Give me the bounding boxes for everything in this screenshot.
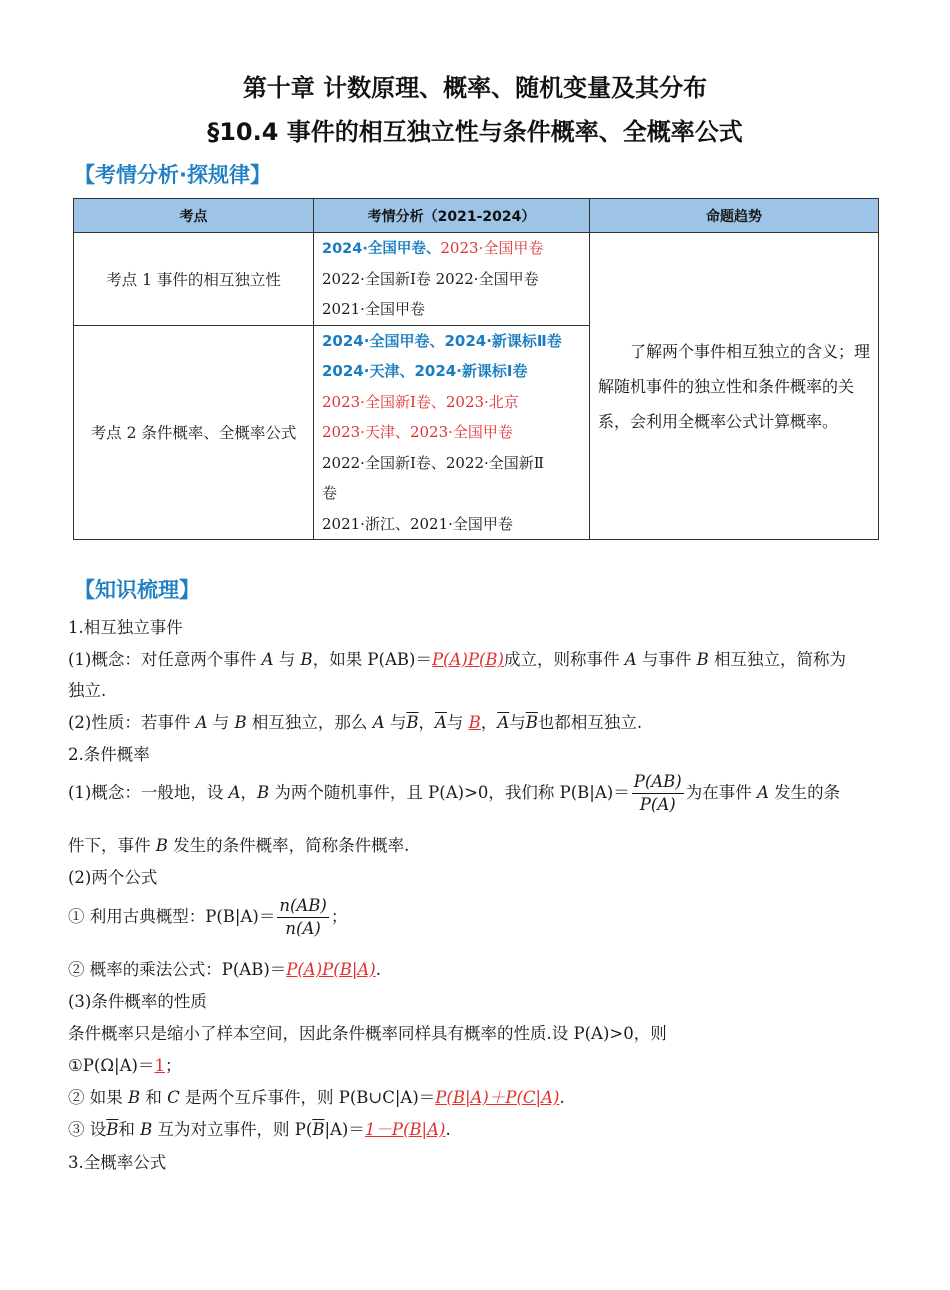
s2-title: 2.条件概率 <box>68 745 150 764</box>
exam-line: 2024·天津、2024·新课标Ⅰ卷 <box>322 362 528 380</box>
exam-line: 2023·天津、2023·全国甲卷 <box>322 423 513 441</box>
exam-line: 2021·全国甲卷 <box>322 300 425 318</box>
s2-formula-2: ② 概率的乘法公式：P(AB)＝P(A)P(B|A). <box>68 960 381 979</box>
s3-props-title: (3)条件概率的性质 <box>68 992 207 1011</box>
answer-blank: B <box>468 713 481 732</box>
trend-text: 了解两个事件相互独立的含义；理解随机事件的独立性和条件概率的关系，会利用全概率公式计算概率。 <box>598 341 871 431</box>
table-row-analysis-1 <box>314 233 590 326</box>
table-row-analysis-2 <box>314 325 590 540</box>
fraction-nab-over-na: $\frac{n(AB)}{n(A)}$ <box>279 896 327 938</box>
exam-analysis-table <box>73 198 879 540</box>
table-row-point-1: 考点 1 事件的相互独立性 <box>74 233 314 326</box>
chapter-title: 第十章 计数原理、概率、随机变量及其分布 <box>242 74 708 102</box>
table-header-trend: 命题趋势 <box>590 199 879 233</box>
analysis-heading: 【考情分析·探规律】 <box>74 163 271 187</box>
answer-blank: 1 <box>154 1056 165 1075</box>
s3-prop-2: ② 如果 B 和 C 是两个互斥事件，则 P(B∪C|A)＝P(B|A)＋P(C|A). <box>68 1088 565 1107</box>
answer-blank: P(B|A)＋P(C|A) <box>435 1088 560 1107</box>
exam-line: 2021·浙江、2021·全国甲卷 <box>322 514 513 533</box>
table-header-analysis: 考情分析（2021-2024） <box>314 199 590 233</box>
s3-prop-3: ③ 设$\overline{B}$和 B 互为对立事件，则 $P(\overline{B}|A)=1-P(B|A)$. <box>68 1120 451 1139</box>
exam-line: 2022·全国新Ⅰ卷、2022·全国新Ⅱ <box>322 453 545 472</box>
s1-concept-line1: (1)概念：对任意两个事件 A 与 B，如果 P(AB)＝P(A)P(B)成立，则称事件 A 与事件 B 相互独立，简称为 <box>68 650 847 669</box>
exam-line: 2024·全国甲卷、2023·全国甲卷 <box>322 239 544 257</box>
fraction-pab-over-pa: $\frac{P(AB)}{P(A)}$ <box>633 772 682 814</box>
s3-intro: 条件概率只是缩小了样本空间，因此条件概率同样具有概率的性质.设 P(A)>0，则 <box>68 1024 667 1043</box>
exam-line: 卷 <box>322 484 338 502</box>
s2-concept-line1: (1)概念：一般地，设 A，B 为两个随机事件，且 P(A)>0，我们称 P(B|A)＝ $\frac{P(AB)}{P(A)}$ 为在事件 A 发生的条 <box>68 772 841 814</box>
s2-formula-1: ① 利用古典概型：P(B|A)＝ $\frac{n(AB)}{n(A)}$ ； <box>68 896 348 938</box>
s2-concept-line2: 件下，事件 B 发生的条件概率，简称条件概率. <box>68 836 410 855</box>
section-title: §10.4 事件的相互独立性与条件概率、全概率公式 <box>207 118 743 146</box>
s1-title: 1.相互独立事件 <box>68 618 183 637</box>
s1-concept-line2: 独立. <box>68 681 107 700</box>
exam-line: 2022·全国新Ⅰ卷 2022·全国甲卷 <box>322 269 539 288</box>
answer-blank: P(A)P(B) <box>431 650 504 669</box>
s3-prop-1: ①P(Ω|A)＝1； <box>68 1056 182 1075</box>
answer-blank: P(A)P(B|A) <box>286 960 376 979</box>
s1-property: (2)性质：若事件 A 与 B 相互独立，那么 A 与$\overline{B}$，$\overline{A}$与 B，$\overline{A}$与$\overline{B}$也都相互独立. <box>68 713 643 732</box>
exam-line: 2024·全国甲卷、2024·新课标Ⅱ卷 <box>322 331 562 350</box>
table-header-point: 考点 <box>74 199 314 233</box>
answer-blank: 1－P(B|A) <box>364 1120 446 1139</box>
s4-title: 3.全概率公式 <box>68 1153 167 1172</box>
table-trend-cell <box>590 233 879 540</box>
s2-formulas-title: (2)两个公式 <box>68 868 158 887</box>
table-row-point-2: 考点 2 条件概率、全概率公式 <box>74 325 314 540</box>
exam-line: 2023·全国新Ⅰ卷、2023·北京 <box>322 392 519 411</box>
knowledge-heading: 【知识梳理】 <box>74 578 200 602</box>
